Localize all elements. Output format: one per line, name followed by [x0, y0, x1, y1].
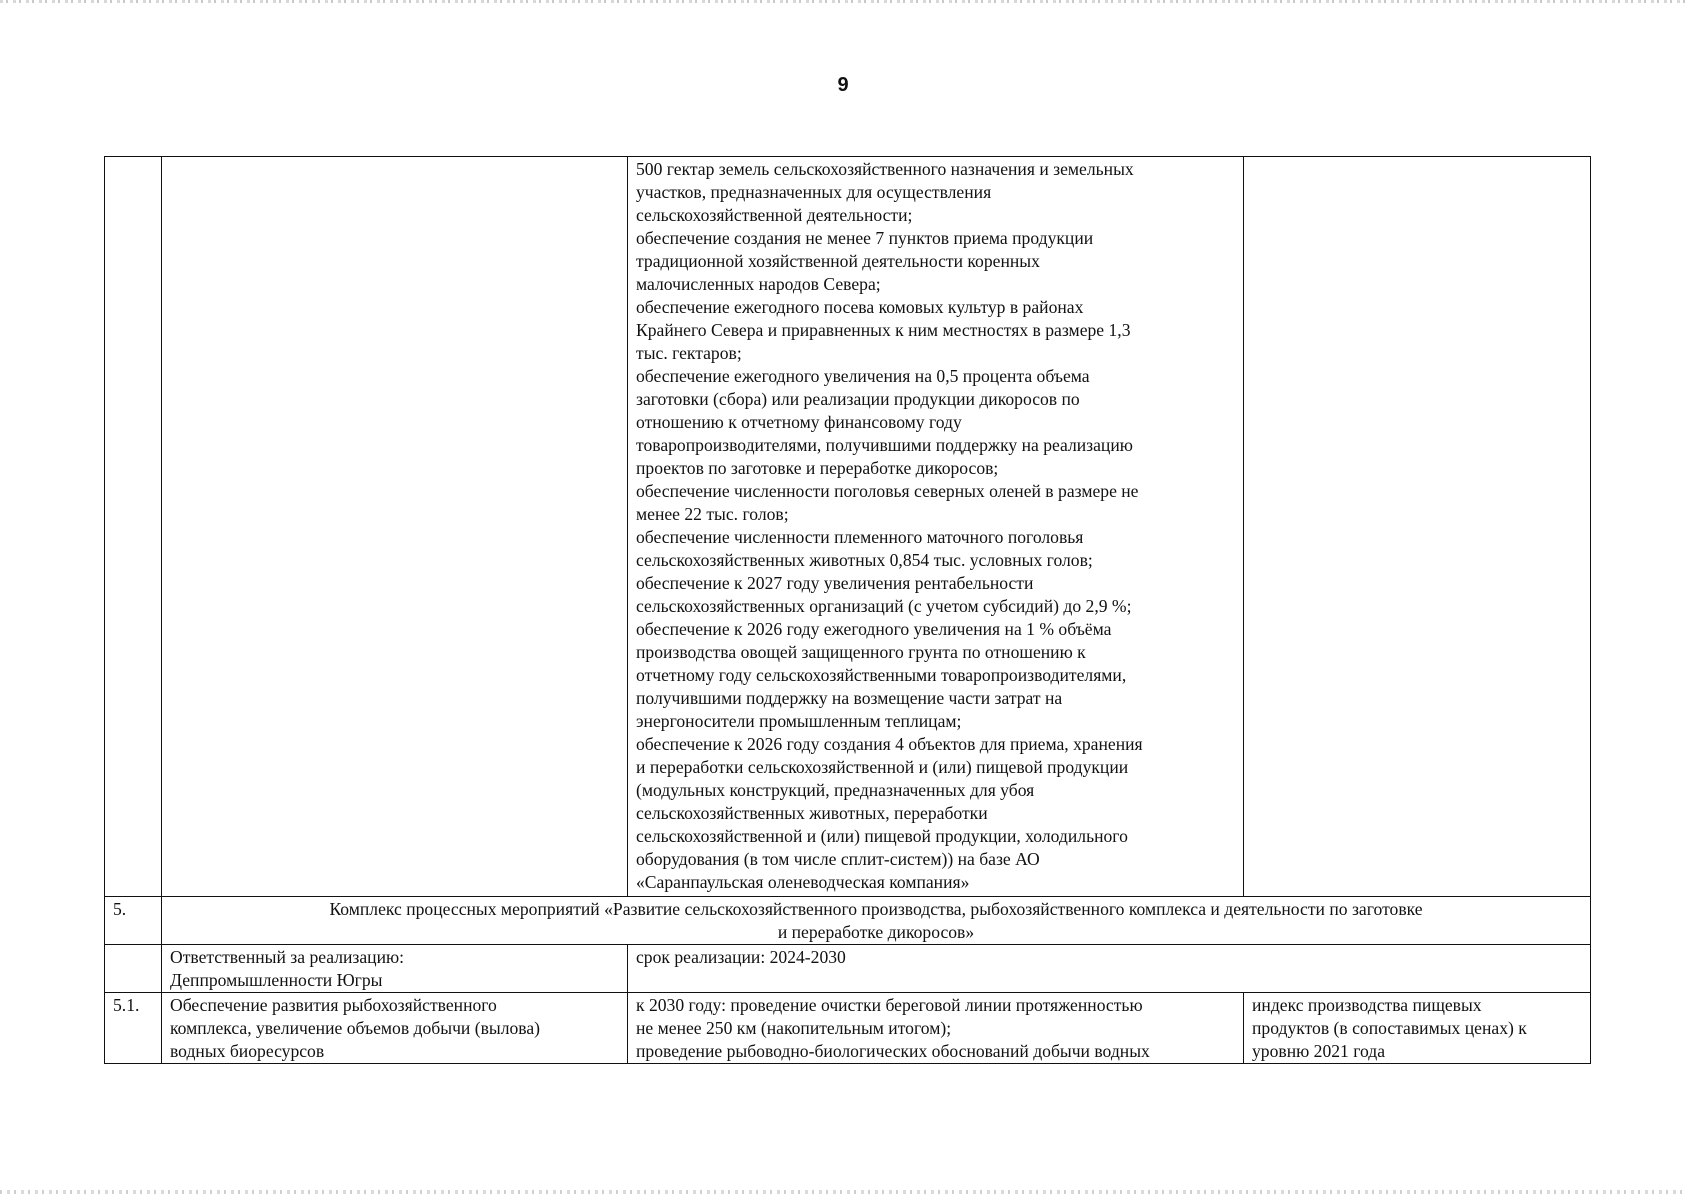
- task-indicator-lines: [1252, 994, 1582, 1063]
- text-line: отношению к отчетному финансовому году: [636, 412, 962, 432]
- text-line: товаропроизводителями, получившими поддержку на реализацию: [636, 435, 1133, 455]
- term-cell: [628, 945, 1591, 993]
- text-line: Ответственный за реализацию:: [170, 947, 405, 967]
- responsible-row: [105, 945, 1591, 993]
- text-line: «Саранпаульская оленеводческая компания»: [636, 872, 970, 892]
- continuation-results-cell: [628, 157, 1244, 897]
- text-line: комплекса, увеличение объемов добычи (вылова): [170, 1018, 541, 1038]
- text-line: обеспечение создания не менее 7 пунктов приема продукции: [636, 228, 1094, 248]
- text-line: Обеспечение развития рыбохозяйственного: [170, 995, 497, 1015]
- section-title-lines: [170, 898, 1582, 944]
- section-row: [105, 897, 1591, 945]
- task-results-lines: [636, 994, 1235, 1063]
- scan-edge-bottom: [0, 1190, 1686, 1194]
- text-line: и переработки сельскохозяйственной и (или) пищевой продукции: [636, 757, 1129, 777]
- task-name-cell: [162, 993, 628, 1064]
- text-line: получившими поддержку на возмещение части затрат на: [636, 688, 1063, 708]
- continuation-row: [105, 157, 1591, 897]
- text-line: сельскохозяйственных организаций (с учетом субсидий) до 2,9 %;: [636, 596, 1132, 616]
- text-line: обеспечение к 2027 году увеличения рентабельности: [636, 573, 1034, 593]
- text-line: оборудования (в том числе сплит-систем)) на базе АО: [636, 849, 1040, 869]
- text-line: и переработке дикоросов»: [777, 922, 975, 942]
- text-line: уровню 2021 года: [1252, 1041, 1386, 1061]
- text-line: сельскохозяйственных животных, переработки: [636, 803, 988, 823]
- responsible-cell: [162, 945, 628, 993]
- scan-edge-top: [0, 0, 1686, 3]
- page-number: 9: [837, 74, 849, 96]
- text-line: обеспечение ежегодного посева комовых культур в районах: [636, 297, 1084, 317]
- text-line: обеспечение численности племенного маточного поголовья: [636, 527, 1084, 547]
- text-line: сельскохозяйственной деятельности;: [636, 205, 913, 225]
- text-line: индекс производства пищевых: [1252, 995, 1482, 1015]
- text-line: традиционной хозяйственной деятельности коренных: [636, 251, 1040, 271]
- text-line: Деппромышленности Югры: [170, 970, 383, 990]
- text-line: тыс. гектаров;: [636, 343, 742, 363]
- text-line: проведение рыбоводно-биологических обоснований добычи водных: [636, 1041, 1150, 1061]
- measures-table: [104, 156, 1591, 1064]
- responsible-lines: [170, 946, 619, 992]
- text-line: не менее 250 км (накопительным итогом);: [636, 1018, 952, 1038]
- text-line: продуктов (в сопоставимых ценах) к: [1252, 1018, 1527, 1038]
- term-text: срок реализации: 2024-2030: [636, 947, 846, 967]
- text-line: водных биоресурсов: [170, 1041, 325, 1061]
- text-line: энергоносители промышленным теплицам;: [636, 711, 962, 731]
- continuation-number-cell: [105, 157, 162, 897]
- text-line: обеспечение к 2026 году ежегодного увеличения на 1 % объёма: [636, 619, 1112, 639]
- text-line: обеспечение численности поголовья северных оленей в размере не: [636, 481, 1139, 501]
- text-line: Крайнего Севера и приравненных к ним местностях в размере 1,3: [636, 320, 1131, 340]
- task-name-lines: [170, 994, 619, 1063]
- text-line: малочисленных народов Севера;: [636, 274, 881, 294]
- text-line: отчетному году сельскохозяйственными товаропроизводителями,: [636, 665, 1127, 685]
- text-line: Комплекс процессных мероприятий «Развитие сельскохозяйственного производства, рыбохозяйственного комплекса и деятельности по заготовке: [329, 899, 1423, 919]
- section-number: 5.: [105, 897, 162, 945]
- continuation-name-cell: [162, 157, 628, 897]
- text-line: (модульных конструкций, предназначенных для убоя: [636, 780, 1035, 800]
- text-line: обеспечение ежегодного увеличения на 0,5 процента объема: [636, 366, 1090, 386]
- section-title: [162, 897, 1591, 945]
- task-number: 5.1.: [105, 993, 162, 1064]
- text-line: сельскохозяйственных животных 0,854 тыс. условных голов;: [636, 550, 1093, 570]
- text-line: заготовки (сбора) или реализации продукции дикоросов по: [636, 389, 1080, 409]
- text-line: менее 22 тыс. голов;: [636, 504, 789, 524]
- text-line: проектов по заготовке и переработке дикоросов;: [636, 458, 999, 478]
- task-row: [105, 993, 1591, 1064]
- text-line: производства овощей защищенного грунта по отношению к: [636, 642, 1086, 662]
- text-line: обеспечение к 2026 году создания 4 объектов для приема, хранения: [636, 734, 1143, 754]
- task-results-cell: [628, 993, 1244, 1064]
- task-indicator-cell: [1244, 993, 1591, 1064]
- continuation-indicator-cell: [1244, 157, 1591, 897]
- responsible-number-cell: [105, 945, 162, 993]
- text-line: к 2030 году: проведение очистки береговой линии протяженностью: [636, 995, 1143, 1015]
- text-line: участков, предназначенных для осуществления: [636, 182, 992, 202]
- text-line: 500 гектар земель сельскохозяйственного назначения и земельных: [636, 159, 1134, 179]
- text-line: сельскохозяйственной и (или) пищевой продукции, холодильного: [636, 826, 1128, 846]
- continuation-results-lines: [636, 158, 1235, 894]
